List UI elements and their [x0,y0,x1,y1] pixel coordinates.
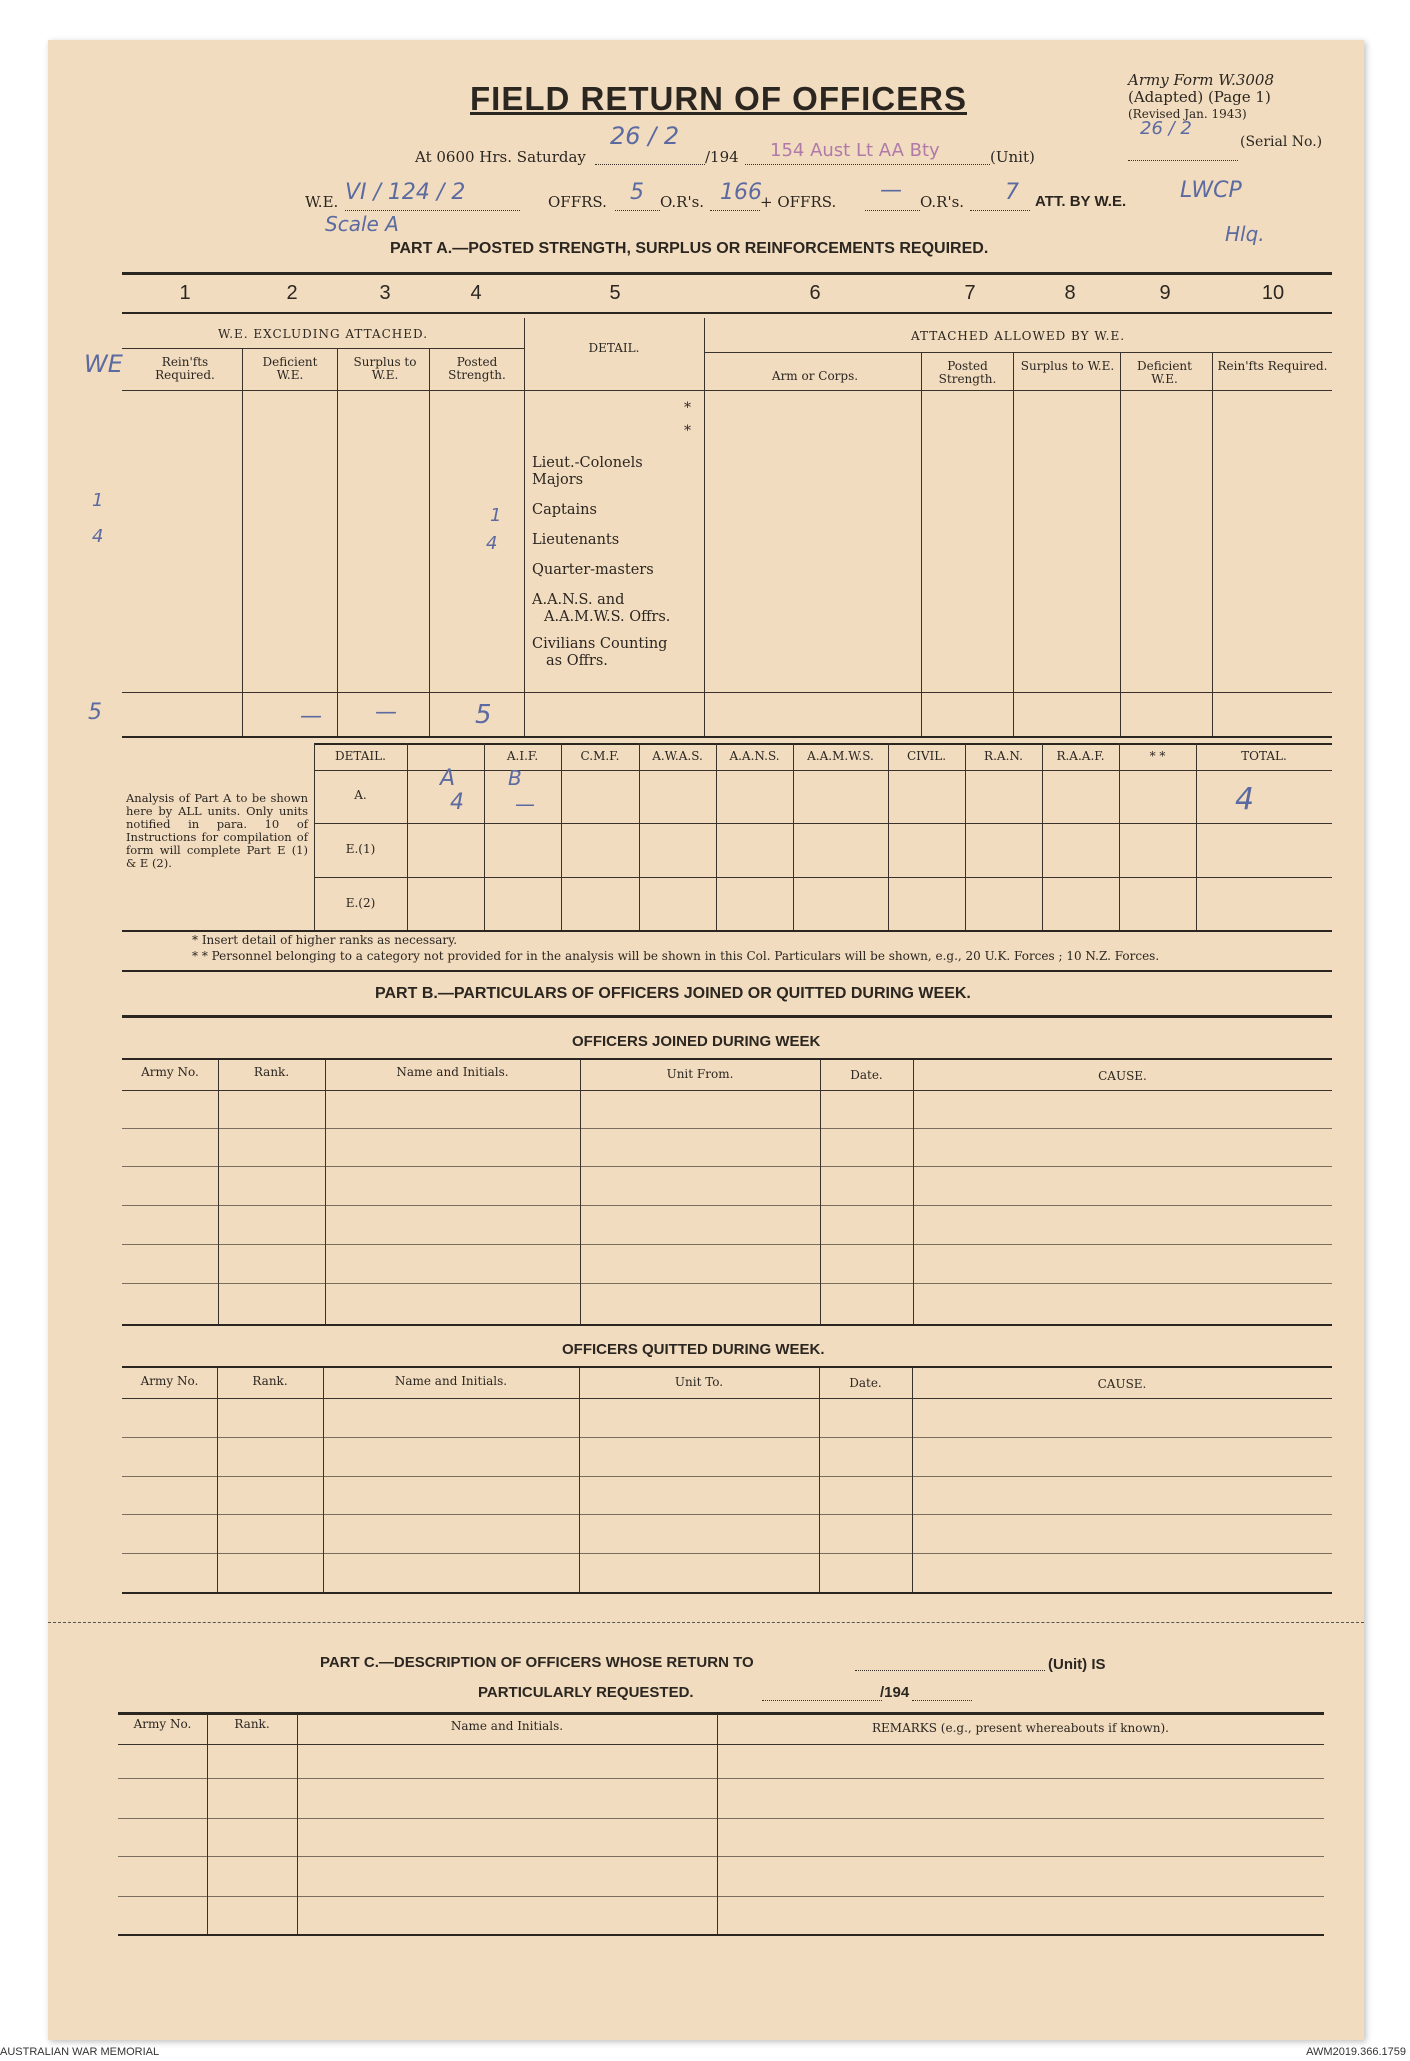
quitted-vrule [217,1368,218,1592]
part-c-row-rule [118,1896,1324,1897]
col-num-3: 3 [379,282,391,304]
att-ors-label: O.R's. [920,193,965,211]
quitted-heading: OFFICERS QUITTED DURING WEEK. [562,1341,825,1358]
joined-col-date: Date. [850,1068,883,1082]
footnote-2: * * Personnel belonging to a category not provided for in the analysis will be shown in this Col. Particulars will be shown, e.g., 20 U.K. Forces ; 10 N.Z. Forces. [192,949,1160,963]
analysis-vrule [561,743,562,930]
joined-heading-rule [122,1058,1332,1060]
part-c-row-rule [118,1818,1324,1819]
analysis-h-other: * * [1149,749,1166,763]
analysis-vrule [639,743,640,930]
detail-header: DETAIL. [588,341,640,355]
part-c-bottom-rule [118,1934,1324,1936]
year-label: /194 [705,148,739,166]
rank-majors: Majors [532,472,584,488]
part-a-vrule [1120,352,1121,736]
joined-vrule [913,1060,914,1324]
joined-col-cause: CAUSE. [1098,1069,1147,1083]
quitted-col-rank: Rank. [252,1374,288,1388]
rank-aans: A.A.N.S. and [532,592,625,608]
part-b-top-rule [122,970,1332,972]
rank-captains: Captains [532,502,597,518]
offrs-label: OFFRS. [548,193,607,211]
analysis-vrule [1119,743,1120,930]
quitted-vrule [323,1368,324,1592]
rank-civilians-2: as Offrs. [546,653,608,669]
analysis-note: Analysis of Part A to be shown here by ALL units. Only units notified in para. 10 of Instructions for compilation of form will complete Part E (1) & E (2). [126,791,308,870]
att-by-we-label: ATT. BY W.E. [1035,193,1127,210]
quitted-vrule [819,1368,820,1592]
col-num-2: 2 [286,282,298,304]
part-c-vrule [297,1714,298,1934]
analysis-h-total: TOTAL. [1241,749,1287,763]
part-c-line2: PARTICULARLY REQUESTED. [478,1684,694,1701]
rank-lt-colonels: Lieut.-Colonels [532,455,643,471]
joined-col-name: Name and Initials. [396,1065,509,1079]
part-a-vrule [429,348,430,736]
col-num-4: 4 [470,282,482,304]
rank-list [532,455,670,670]
quitted-col-date: Date. [849,1376,882,1390]
part-c-col-remarks: REMARKS (e.g., present whereabouts if known). [872,1721,1169,1735]
part-c-heading: PART C.—DESCRIPTION OF OFFICERS WHOSE RETURN TO [320,1654,754,1671]
part-a-top-rule [122,272,1332,275]
total-col3-handwriting: — [375,700,397,725]
attached-allowed-header: ATTACHED ALLOWED BY W.E. [910,329,1126,343]
form-revised: (Revised Jan. 1943) [1128,107,1247,121]
col-num-1: 1 [179,282,191,304]
form-id [1128,72,1358,123]
unit-label: (Unit) [990,148,1035,166]
part-a-vrule [1013,352,1014,736]
joined-vrule [580,1060,581,1324]
part-c-heading-suffix: (Unit) IS [1048,1656,1106,1673]
joined-col-rank: Rank. [253,1065,290,1079]
part-c-year: /194 [880,1684,910,1701]
att-ors-handwriting: 7 [1005,180,1019,205]
joined-heading: OFFICERS JOINED DURING WEEK [572,1033,821,1050]
part-a-vrule [242,348,243,736]
we-margin-handwriting: WE [84,350,123,378]
rank-lieutenants: Lieutenants [532,532,620,548]
joined-bottom-rule [122,1324,1332,1326]
quitted-row-rule [122,1514,1332,1515]
ors-handwriting: 166 [720,180,762,205]
part-c-top-rule [118,1712,1324,1715]
analysis-h-awas: A.W.A.S. [652,749,703,763]
asterisk-2: * [684,423,691,439]
quitted-row-rule [122,1476,1332,1477]
we-line [305,193,338,211]
part-c-unit-field[interactable] [855,1658,1045,1671]
left-header-4: Posted Strength. [448,355,506,382]
analysis-row-e1: E.(1) [345,842,376,856]
quitted-col-name: Name and Initials. [394,1374,508,1388]
part-b-heading: PART B.—PARTICULARS OF OFFICERS JOINED OR QUITTED DURING WEEK. [375,985,971,1002]
analysis-h-detail: DETAIL. [335,749,386,763]
rank-aamws: A.A.M.W.S. Offrs. [544,609,671,625]
joined-row-rule [122,1128,1332,1129]
analysis-vrule [484,743,485,930]
aif-value-handwriting: 4 [450,790,464,815]
part-a-bottom-rule [122,736,1332,738]
joined-row-rule [122,1166,1332,1167]
form-adapted: (Adapted) (Page 1) [1128,88,1271,106]
margin-handwriting-2: 4 [92,526,104,547]
left-header-3: Surplus to W.E. [353,355,417,382]
total-col4-handwriting: 5 [475,700,492,730]
part-a-subheader-rule-right [704,352,1332,353]
analysis-h-ran: R.A.N. [984,749,1023,763]
joined-vrule [218,1060,219,1324]
part-a-heading: PART A.—POSTED STRENGTH, SURPLUS OR REINFORCEMENTS REQUIRED. [390,240,989,257]
analysis-vrule [407,743,408,930]
we-scale-handwriting: Scale A [325,212,399,236]
right-header-3: Surplus to W.E. [1020,359,1115,373]
joined-col-unit-from: Unit From. [666,1067,734,1081]
joined-row-rule [122,1205,1332,1206]
part-a-vrule [524,318,525,736]
we-excluding-header: W.E. EXCLUDING ATTACHED. [217,327,429,341]
analysis-h-cmf: C.M.F. [580,749,620,763]
att-note2-handwriting: Hlq. [1225,222,1265,246]
tear-line [48,1622,1364,1623]
analysis-vrule [1196,743,1197,930]
quitted-heading-rule [122,1366,1332,1368]
part-c-date-field[interactable] [762,1688,882,1701]
aif-mark-handwriting: A [440,766,456,791]
form-number: Army Form W.3008 [1128,71,1274,89]
we-label: W.E. [305,193,339,211]
right-header-1: Arm or Corps. [771,369,859,383]
part-a-vrule [1212,352,1213,736]
col4-handwriting-1: 1 [490,505,502,526]
quitted-col-cause: CAUSE. [1097,1377,1147,1391]
analysis-bottom-rule [122,930,1332,932]
att-offrs-handwriting: — [880,178,902,203]
serial-field[interactable] [1128,148,1238,161]
quitted-row-rule [122,1437,1332,1438]
analysis-h-aif: A.I.F. [506,749,539,763]
col-num-8: 8 [1064,282,1076,304]
footer-accession: AWM2019.366.1759 [1306,2046,1406,2058]
serial-label: (Serial No.) [1240,134,1323,150]
page-title: FIELD RETURN OF OFFICERS [470,80,967,117]
quitted-vrule [579,1368,580,1592]
part-a-vrule [921,352,922,736]
att-offrs-label: + OFFRS. [760,193,837,211]
quitted-col-header-rule [122,1398,1332,1399]
col-num-5: 5 [609,282,621,304]
part-a-header-rule [122,390,1332,391]
rank-civilians: Civilians Counting [532,636,668,652]
cmf-value-handwriting: — [515,792,535,816]
col-num-6: 6 [809,282,821,304]
part-c-header-rule [118,1744,1324,1745]
date-handwriting: 26 / 2 [610,122,680,150]
part-a-subheader-rule-left [122,348,524,349]
footnote-1: * Insert detail of higher ranks as necessary. [192,933,458,947]
date-label: At 0600 Hrs. Saturday [415,148,586,166]
total-col1-handwriting: 5 [88,700,102,725]
joined-row-rule [122,1244,1332,1245]
quitted-col-army-no: Army No. [140,1374,199,1388]
part-a-num-rule [122,312,1332,314]
margin-handwriting-1: 1 [92,490,104,511]
cmf-mark-handwriting: B [508,766,522,790]
part-c-col-army-no: Army No. [133,1717,192,1731]
left-header-2: Deficient W.E. [262,355,318,382]
total-a-handwriting: 4 [1235,782,1255,817]
total-col2-handwriting: — [300,704,322,729]
part-a-vrule [337,348,338,736]
analysis-vrule [965,743,966,930]
asterisk-1: * [684,400,691,416]
joined-col-header-rule [122,1090,1332,1091]
analysis-top-rule [314,743,1332,745]
ors-label: O.R's. [660,193,705,211]
part-c-col-name: Name and Initials. [450,1719,564,1733]
quitted-bottom-rule [122,1592,1332,1594]
quitted-vrule [912,1368,913,1592]
col-num-7: 7 [964,282,976,304]
analysis-row-e2: E.(2) [345,896,376,910]
part-b-heading-rule [122,1015,1332,1018]
col-num-9: 9 [1159,282,1171,304]
att-note1-handwriting: LWCP [1180,178,1242,203]
analysis-vrule [793,743,794,930]
right-header-4: Deficient W.E. [1137,359,1192,386]
part-a-totals-rule [122,692,1332,693]
analysis-row-rule [314,823,1332,824]
analysis-vrule [1042,743,1043,930]
left-header-1: Rein'fts Required. [155,355,215,382]
col-num-10: 10 [1261,282,1285,304]
part-c-vrule [207,1714,208,1934]
joined-col-army-no: Army No. [141,1065,199,1079]
analysis-vrule [888,743,889,930]
part-a-vrule [704,318,705,736]
joined-row-rule [122,1283,1332,1284]
analysis-vrule [716,743,717,930]
part-c-vrule [717,1714,718,1934]
date-field[interactable] [595,150,705,165]
joined-vrule [325,1060,326,1324]
analysis-h-aans: A.A.N.S. [729,749,780,763]
col4-handwriting-2: 4 [486,533,498,554]
quitted-col-unit-to: Unit To. [674,1375,724,1389]
unit-stamp: 154 Aust Lt AA Bty [770,140,940,161]
right-header-2: Posted Strength. [938,359,997,386]
att-ors-field[interactable] [970,196,1030,211]
part-c-year-field[interactable] [912,1688,972,1701]
joined-vrule [820,1060,821,1324]
part-c-row-rule [118,1778,1324,1779]
offrs-handwriting: 5 [630,180,644,205]
rank-quartermasters: Quarter-masters [532,562,654,578]
analysis-row-a: A. [354,788,367,802]
we-handwriting: VI / 124 / 2 [345,180,466,205]
analysis-h-aamws: A.A.M.W.S. [807,749,874,763]
quitted-row-rule [122,1553,1332,1554]
analysis-h-civil: CIVIL. [906,749,947,763]
part-c-col-rank: Rank. [234,1717,270,1731]
footer-source: AUSTRALIAN WAR MEMORIAL [0,2046,160,2058]
analysis-h-raaf: R.A.A.F. [1056,749,1105,763]
analysis-header-rule [314,770,1332,771]
right-header-5: Rein'fts Required. [1217,359,1328,373]
part-c-row-rule [118,1856,1324,1857]
analysis-row-rule [314,877,1332,878]
serial-handwriting: 26 / 2 [1140,118,1192,139]
date-unit-line [415,148,586,166]
